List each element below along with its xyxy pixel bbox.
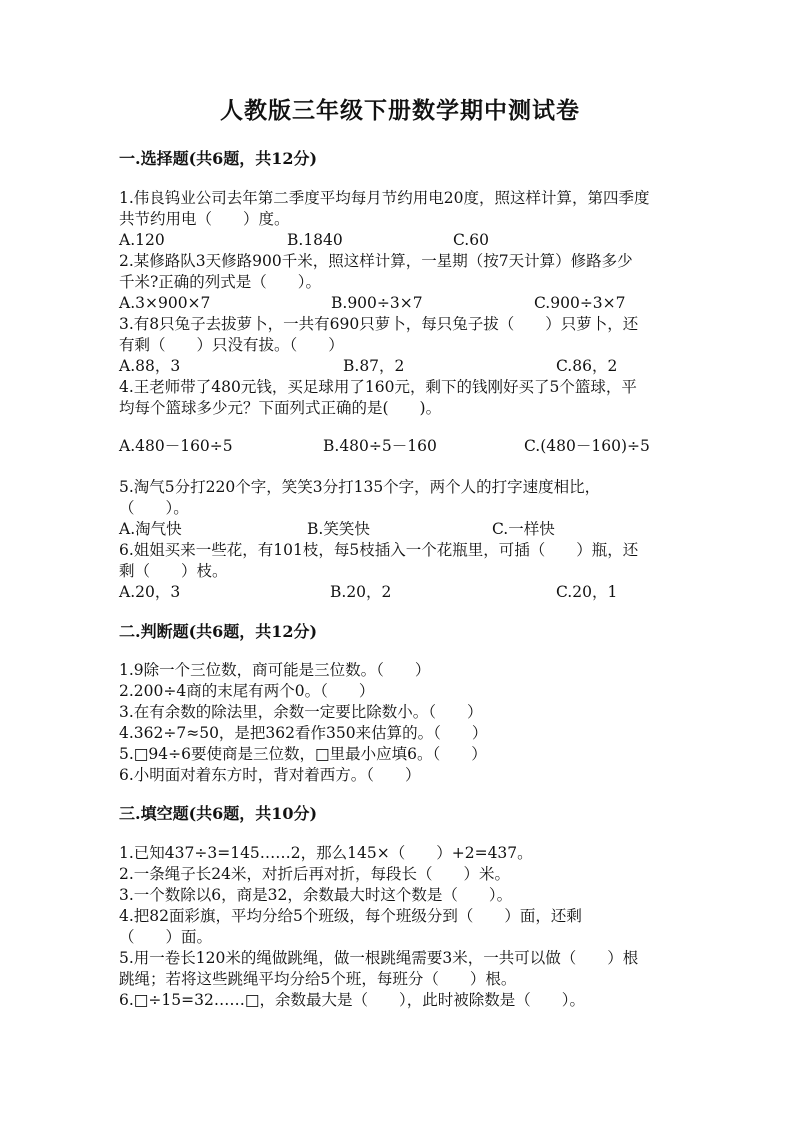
q2-option-b: B.900÷3×7 [331, 294, 423, 312]
q6-option-a: A.20，3 [119, 583, 181, 601]
q2-line-1: 2.某修路队3天修路900千米，照这样计算，一星期（按7天计算）修路多少 [119, 252, 633, 270]
q4-option-c: C.(480－160)÷5 [524, 437, 650, 455]
section-1-heading: 一.选择题(共6题，共12分) [119, 149, 318, 168]
q4-line-2: 均每个篮球多少元？下面列式正确的是( )。 [119, 399, 442, 417]
q1-option-c: C.60 [453, 231, 489, 249]
judge-item-2: 2.200÷4商的末尾有两个0。（ ） [119, 682, 375, 700]
section-3-heading: 三.填空题(共6题，共10分) [119, 804, 318, 823]
fill-line-8: 6.□÷15=32……□，余数最大是（ ），此时被除数是（ ）。 [119, 991, 586, 1009]
q3-option-c: C.86，2 [556, 357, 618, 375]
q4-option-a: A.480－160÷5 [119, 437, 233, 455]
q6-line-2: 剩（ ）枝。 [119, 562, 228, 580]
q3-line-2: 有剩（ ）只没有拔。（ ） [119, 336, 344, 354]
q4-option-b: B.480÷5－160 [323, 437, 437, 455]
q6-option-b: B.20，2 [330, 583, 392, 601]
fill-line-2: 2.一条绳子长24米，对折后再对折，每段长（ ）米。 [119, 865, 511, 883]
q1-option-a: A.120 [119, 231, 165, 249]
judge-item-1: 1.9除一个三位数，商可能是三位数。（ ） [119, 661, 431, 679]
fill-line-3: 3.一个数除以6，商是32，余数最大时这个数是（ ）。 [119, 886, 513, 904]
fill-line-4: 4.把82面彩旗，平均分给5个班级，每个班级分到（ ）面，还剩 [119, 907, 582, 925]
page-title: 人教版三年级下册数学期中测试卷 [220, 97, 580, 124]
judge-item-4: 4.362÷7≈50，是把362看作350来估算的。（ ） [119, 724, 488, 742]
q1-option-b: B.1840 [287, 231, 343, 249]
q3-line-1: 3.有8只兔子去拔萝卜，一共有690只萝卜，每只兔子拔（ ）只萝卜，还 [119, 315, 639, 333]
q2-line-2: 千米?正确的列式是（ ）。 [119, 273, 322, 291]
fill-line-7: 跳绳；若将这些跳绳平均分给5个班，每班分（ ）根。 [119, 970, 517, 988]
judge-item-3: 3.在有余数的除法里，余数一定要比除数小。（ ） [119, 703, 483, 721]
section-2-heading: 二.判断题(共6题，共12分) [119, 622, 318, 641]
q4-line-1: 4.王老师带了480元钱，买足球用了160元，剩下的钱刚好买了5个篮球，平 [119, 378, 637, 396]
q6-option-c: C.20，1 [556, 583, 618, 601]
judge-item-5: 5.□94÷6要使商是三位数，□里最小应填6。（ ） [119, 745, 487, 763]
q5-line-2: （ ）。 [119, 499, 189, 517]
q1-line-1: 1.伟良钨业公司去年第二季度平均每月节约用电20度，照这样计算，第四季度 [119, 189, 650, 207]
q3-option-a: A.88，3 [119, 357, 181, 375]
fill-line-1: 1.已知437÷3=145……2，那么145×（ ）+2=437。 [119, 844, 533, 862]
fill-line-6: 5.用一卷长120米的绳做跳绳，做一根跳绳需要3米，一共可以做（ ）根 [119, 949, 639, 967]
q5-line-1: 5.淘气5分打220个字，笑笑3分打135个字，两个人的打字速度相比， [119, 478, 601, 496]
q5-option-a: A.淘气快 [119, 520, 182, 538]
q2-option-a: A.3×900×7 [119, 294, 211, 312]
fill-line-5: （ ）面。 [119, 928, 213, 946]
q5-option-c: C.一样快 [492, 520, 555, 538]
q2-option-c: C.900÷3×7 [534, 294, 626, 312]
q5-option-b: B.笑笑快 [307, 520, 370, 538]
judge-item-6: 6.小明面对着东方时，背对着西方。（ ） [119, 766, 421, 784]
q6-line-1: 6.姐姐买来一些花，有101枝，每5枝插入一个花瓶里，可插（ ）瓶，还 [119, 541, 639, 559]
q3-option-b: B.87，2 [343, 357, 405, 375]
q1-line-2: 共节约用电（ ）度。 [119, 210, 290, 228]
